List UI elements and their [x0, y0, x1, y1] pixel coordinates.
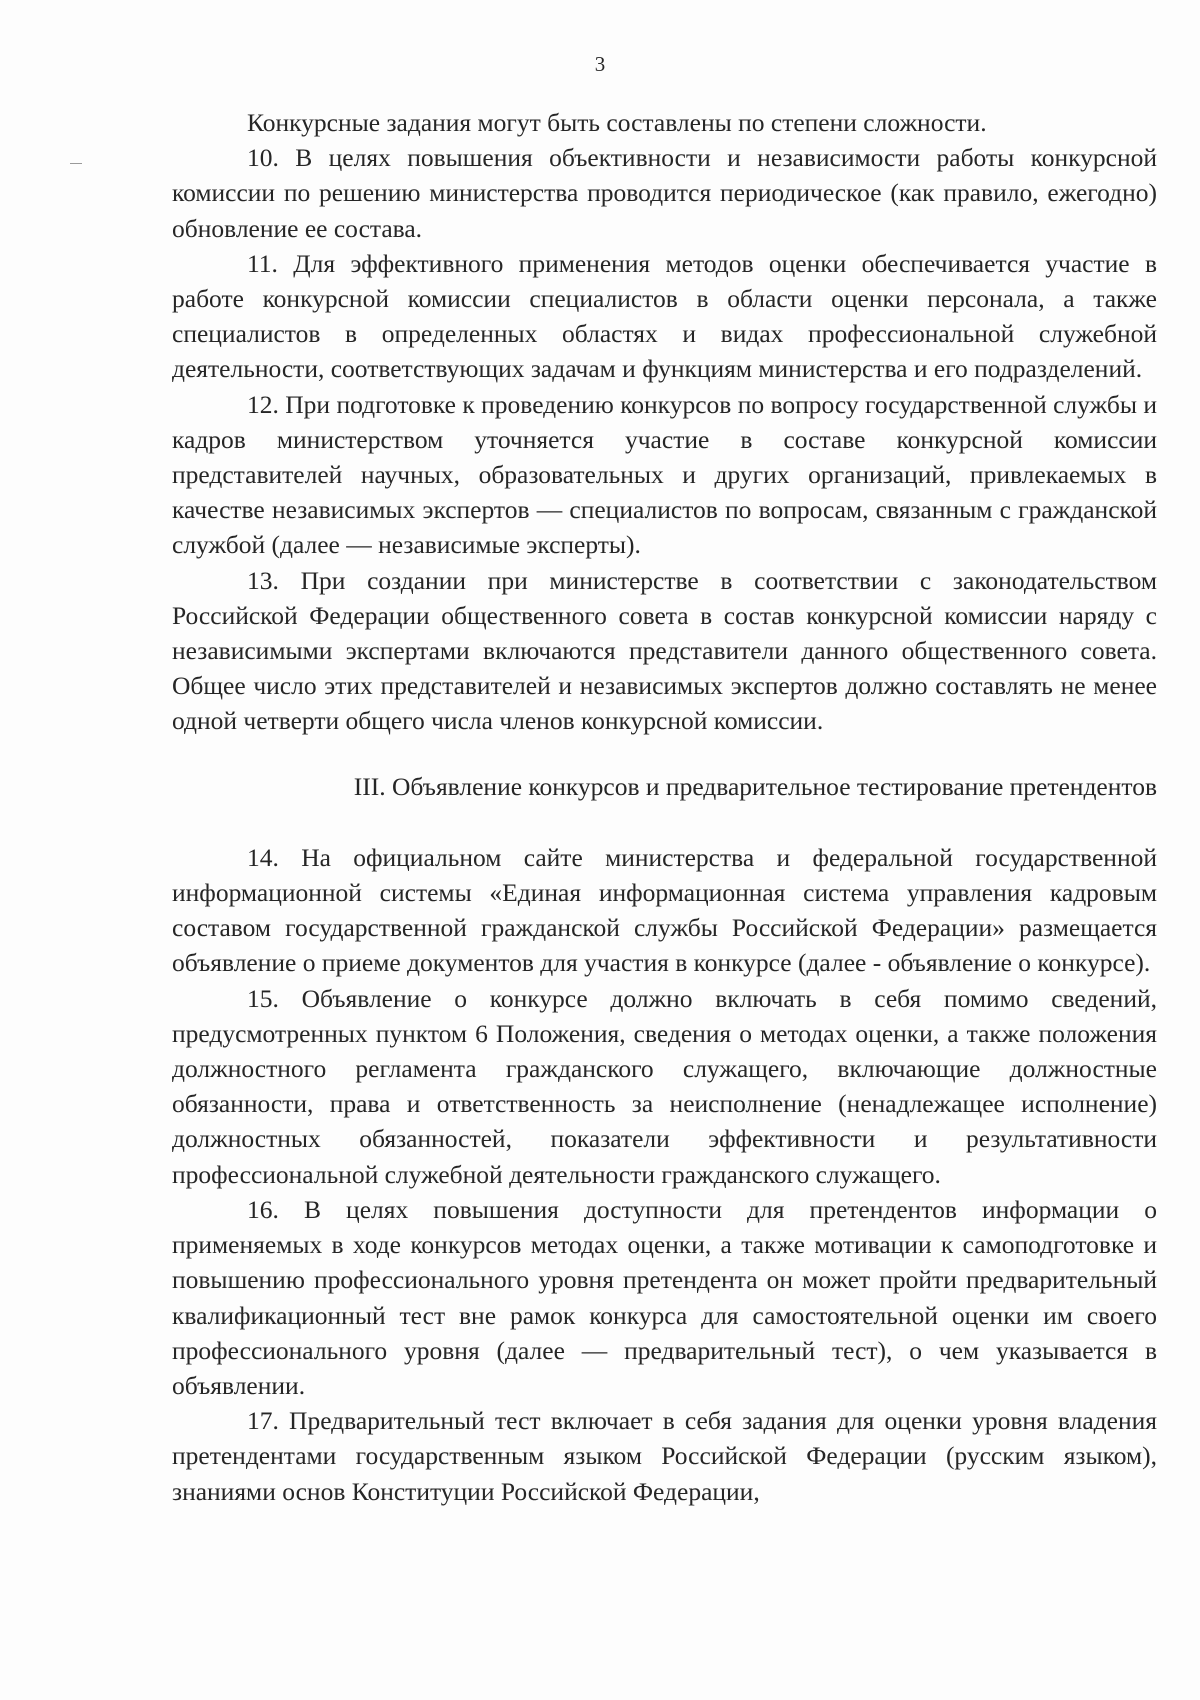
paragraph-17: 17. Предварительный тест включает в себя задания для оценки уровня владения претендентами государственным языком Российской Федерации (русским языком), знаниями основ Конституции Российской Федерации, — [172, 1406, 1157, 1506]
page-number: 3 — [594, 52, 606, 76]
paragraph-13: 13. При создании при министерстве в соответствии с законодательством Российской Федерации общественного совета в состав конкурсной комиссии наряду с независимыми экспертами включаются представители данного общественного совета. Общее число этих представителей и независимых экспертов должно составлять не менее одной четверти общего числа членов конкурсной комиссии. — [172, 565, 1157, 736]
paragraph-15: 15. Объявление о конкурсе должно включать в себя помимо сведений, предусмотренных пунктом 6 Положения, сведения о методах оценки, а также положения должностного регламента гражданского служащего, включающие должностные обязанности, права и ответственность за неисполнение (ненадлежащее исполнение) должностных обязанностей, показатели эффективности и результативности профессиональной служебной деятельности гражданского служащего. — [172, 983, 1157, 1189]
paragraph-continuation: Конкурсные задания могут быть составлены по степени сложности. — [247, 108, 987, 137]
paragraph-11: 11. Для эффективного применения методов оценки обеспечивается участие в работе конкурсной комиссии специалистов в области оценки персонала, а также специалистов в определенных областях и видах профессиональной служебной деятельности, соответствующих задачам и функциям министерства и его подразделений. — [172, 248, 1157, 384]
scan-artifact-mark — [70, 163, 82, 164]
paragraph-16: 16. В целях повышения доступности для претендентов информации о применяемых в ходе конкурсов методах оценки, а также мотивации к самоподготовке и повышению профессионального уровня претендента он может пройти предварительный квалификационный тест вне рамок конкурса для самостоятельной оценки им своего профессионального уровня (далее — предварительный тест), о чем указывается в объявлении. — [172, 1194, 1157, 1400]
section-heading: III. Объявление конкурсов и предварительное тестирование претендентов — [353, 771, 1157, 801]
paragraph-12: 12. При подготовке к проведению конкурсов по вопросу государственной службы и кадров министерством уточняется участие в составе конкурсной комиссии представителей научных, образовательных и других организаций, привлекаемых в качестве независимых экспертов — специалистов по вопросам, связанным с гражданской службой (далее — независимые эксперты). — [172, 389, 1157, 560]
document-body — [172, 105, 1157, 1509]
paragraph-10: 10. В целях повышения объективности и независимости работы конкурсной комиссии по решению министерства проводится периодическое (как правило, ежегодно) обновление ее состава. — [172, 143, 1157, 243]
paragraph-14: 14. На официальном сайте министерства и федеральной государственной информационной системы «Единая информационная система управления кадровым составом государственной гражданской службы Российской Федерации» размещается объявление о приеме документов для участия в конкурсе (далее - объявление о конкурсе). — [172, 842, 1157, 978]
